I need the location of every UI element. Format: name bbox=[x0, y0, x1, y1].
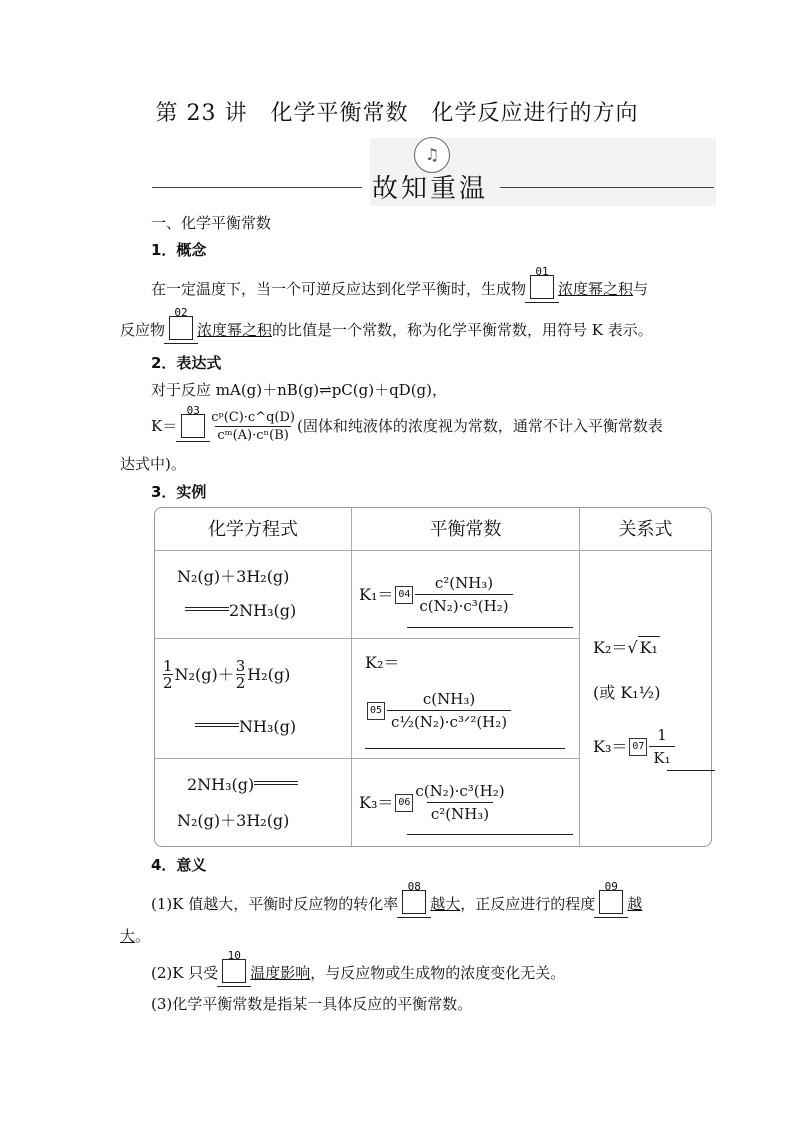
answer-text: 越 bbox=[627, 895, 643, 913]
expression-heading: 2．表达式 bbox=[151, 354, 222, 372]
banner-title: 故知重温 bbox=[372, 174, 489, 204]
concept-text: 反应物 bbox=[120, 321, 166, 339]
table-divider bbox=[351, 508, 352, 846]
k-label: K＝ bbox=[151, 417, 178, 435]
meaning-text: (1)K 值越大，平衡时反应物的转化率 bbox=[151, 895, 399, 913]
section-heading: 一、化学平衡常数 bbox=[151, 214, 272, 232]
answer-box-05[interactable]: 05 bbox=[367, 702, 385, 720]
equilibrium-arrow-icon bbox=[185, 606, 229, 612]
expression-note-end: 达式中)。 bbox=[120, 455, 186, 473]
table-divider bbox=[579, 508, 580, 846]
equation bbox=[185, 600, 296, 622]
fraction-denominator: c½(N₂)·c³ᐟ²(H₂) bbox=[387, 710, 511, 733]
expression-reaction: 对于反应 mA(g)＋nB(g)⇌pC(g)＋qD(g)， bbox=[151, 381, 448, 399]
answer-box-06[interactable]: 06 bbox=[395, 794, 413, 812]
fraction-numerator: 1 bbox=[163, 657, 173, 675]
table-divider bbox=[155, 550, 711, 551]
concept-line-2 bbox=[120, 306, 653, 340]
fraction-denominator: c²(NH₃) bbox=[427, 802, 493, 825]
k-label: K₂＝ bbox=[365, 653, 400, 672]
coefficient-fraction bbox=[236, 658, 246, 691]
fraction-denominator: c(N₂)·c³(H₂) bbox=[415, 594, 512, 617]
k-label: K₃＝ bbox=[359, 792, 394, 812]
page-title: 第 23 讲 化学平衡常数 化学反应进行的方向 bbox=[155, 101, 639, 126]
constant-expression bbox=[359, 780, 505, 825]
relation-text: K₂＝ bbox=[593, 638, 628, 657]
answer-box-09[interactable] bbox=[599, 880, 623, 914]
relation-text: K₃＝ bbox=[593, 736, 628, 756]
banner-line-left bbox=[152, 187, 362, 188]
example-heading: 3．实例 bbox=[151, 483, 207, 501]
k-label: K₁＝ bbox=[359, 584, 394, 604]
meaning-line-3: (3)化学平衡常数是指某一具体反应的平衡常数。 bbox=[151, 995, 473, 1013]
answer-box-08[interactable] bbox=[402, 880, 426, 914]
blank-number: 08 bbox=[407, 880, 421, 893]
answer-underline bbox=[407, 627, 573, 628]
fraction-denominator: cᵐ(A)·cⁿ(B) bbox=[217, 427, 289, 443]
answer-underline bbox=[407, 834, 573, 835]
relation-3 bbox=[593, 724, 675, 769]
relation-fraction bbox=[649, 724, 674, 769]
relation-2: (或 K₁½) bbox=[593, 683, 661, 702]
meaning-heading: 4．意义 bbox=[151, 856, 207, 874]
concept-text: 的比值是一个常数，称为化学平衡常数，用符号 K 表示。 bbox=[272, 321, 653, 339]
constant-fraction bbox=[387, 688, 511, 733]
fraction-numerator: c(N₂)·c³(H₂) bbox=[415, 782, 505, 800]
constant-expression bbox=[365, 688, 511, 733]
fraction-denominator: 2 bbox=[235, 674, 246, 692]
answer-underline bbox=[365, 748, 565, 749]
answer-box-03[interactable] bbox=[181, 404, 205, 438]
meaning-text: ，正反应进行的程度 bbox=[460, 895, 596, 913]
meaning-text: 。 bbox=[135, 927, 151, 945]
meaning-line-2 bbox=[151, 949, 566, 983]
answer-box-02[interactable] bbox=[169, 306, 193, 340]
blank-number: 09 bbox=[604, 880, 618, 893]
expression-fraction bbox=[209, 409, 297, 444]
blank-number: 10 bbox=[227, 949, 241, 962]
fraction-numerator: cᵖ(C)·c^q(D) bbox=[211, 409, 295, 425]
meaning-line-1-end bbox=[120, 926, 150, 946]
equation-reactant: 2NH₃(g) bbox=[187, 775, 255, 794]
table-divider bbox=[155, 638, 579, 639]
fraction-numerator: 3 bbox=[235, 657, 246, 675]
answer-box-04[interactable]: 04 bbox=[395, 586, 413, 604]
relation-radicand: K₁ bbox=[639, 638, 658, 657]
equation bbox=[187, 774, 298, 796]
equation-reactant: H₂(g) bbox=[247, 664, 291, 684]
concept-line-1 bbox=[151, 265, 649, 299]
table-divider bbox=[155, 758, 579, 759]
coefficient-fraction bbox=[163, 658, 173, 691]
equation-reactant: N₂(g)＋ bbox=[174, 664, 234, 684]
fraction-numerator: 1 bbox=[657, 726, 667, 744]
concept-text: 与 bbox=[633, 280, 649, 298]
meaning-text: (2)K 只受 bbox=[151, 964, 219, 982]
answer-text: 大 bbox=[120, 927, 136, 945]
blank-number: 03 bbox=[186, 404, 200, 417]
answer-box-07[interactable]: 07 bbox=[629, 738, 647, 756]
constant-fraction bbox=[415, 780, 504, 825]
equation: N₂(g)＋3H₂(g) bbox=[177, 811, 290, 830]
banner-line-right bbox=[500, 187, 714, 188]
concept-text: 在一定温度下，当一个可逆反应达到化学平衡时，生成物 bbox=[151, 280, 527, 298]
equilibrium-arrow-icon bbox=[195, 722, 239, 728]
fraction-denominator: K₁ bbox=[649, 746, 674, 769]
column-header: 化学方程式 bbox=[208, 519, 298, 540]
column-header: 平衡常数 bbox=[429, 519, 502, 540]
expression-line-2 bbox=[151, 406, 663, 446]
answer-underline bbox=[667, 770, 715, 771]
constant-expression bbox=[359, 572, 513, 617]
constant-fraction bbox=[415, 572, 512, 617]
equation bbox=[195, 716, 296, 738]
example-table bbox=[154, 507, 712, 847]
equilibrium-arrow-icon bbox=[254, 780, 298, 786]
answer-text: 越大 bbox=[430, 895, 461, 913]
equation-product: 2NH₃(g) bbox=[229, 601, 297, 620]
meaning-text: ，与反应物或生成物的浓度变化无关。 bbox=[310, 964, 566, 982]
fraction-numerator: c²(NH₃) bbox=[434, 574, 494, 592]
sqrt-icon: √ bbox=[627, 638, 638, 657]
meaning-line-1 bbox=[151, 880, 643, 914]
answer-box-10[interactable] bbox=[222, 949, 246, 983]
column-header: 关系式 bbox=[618, 519, 673, 540]
answer-text: 浓度幂之积 bbox=[197, 321, 273, 339]
blank-number: 02 bbox=[174, 306, 188, 319]
fraction-numerator: c(NH₃) bbox=[422, 690, 476, 708]
concept-heading: 1．概念 bbox=[151, 241, 207, 259]
relation-1 bbox=[593, 636, 660, 659]
blank-number: 01 bbox=[535, 265, 549, 278]
equation bbox=[161, 658, 290, 691]
equation: N₂(g)＋3H₂(g) bbox=[177, 567, 290, 586]
equation-product: NH₃(g) bbox=[239, 717, 297, 736]
bell-icon: ♫ bbox=[414, 137, 450, 173]
answer-box-01[interactable] bbox=[530, 265, 554, 299]
answer-text: 温度影响 bbox=[250, 964, 311, 982]
fraction-denominator: 2 bbox=[163, 674, 173, 692]
expression-note: (固体和纯液体的浓度视为常数，通常不计入平衡常数表 bbox=[296, 417, 663, 435]
answer-text: 浓度幂之积 bbox=[558, 280, 634, 298]
